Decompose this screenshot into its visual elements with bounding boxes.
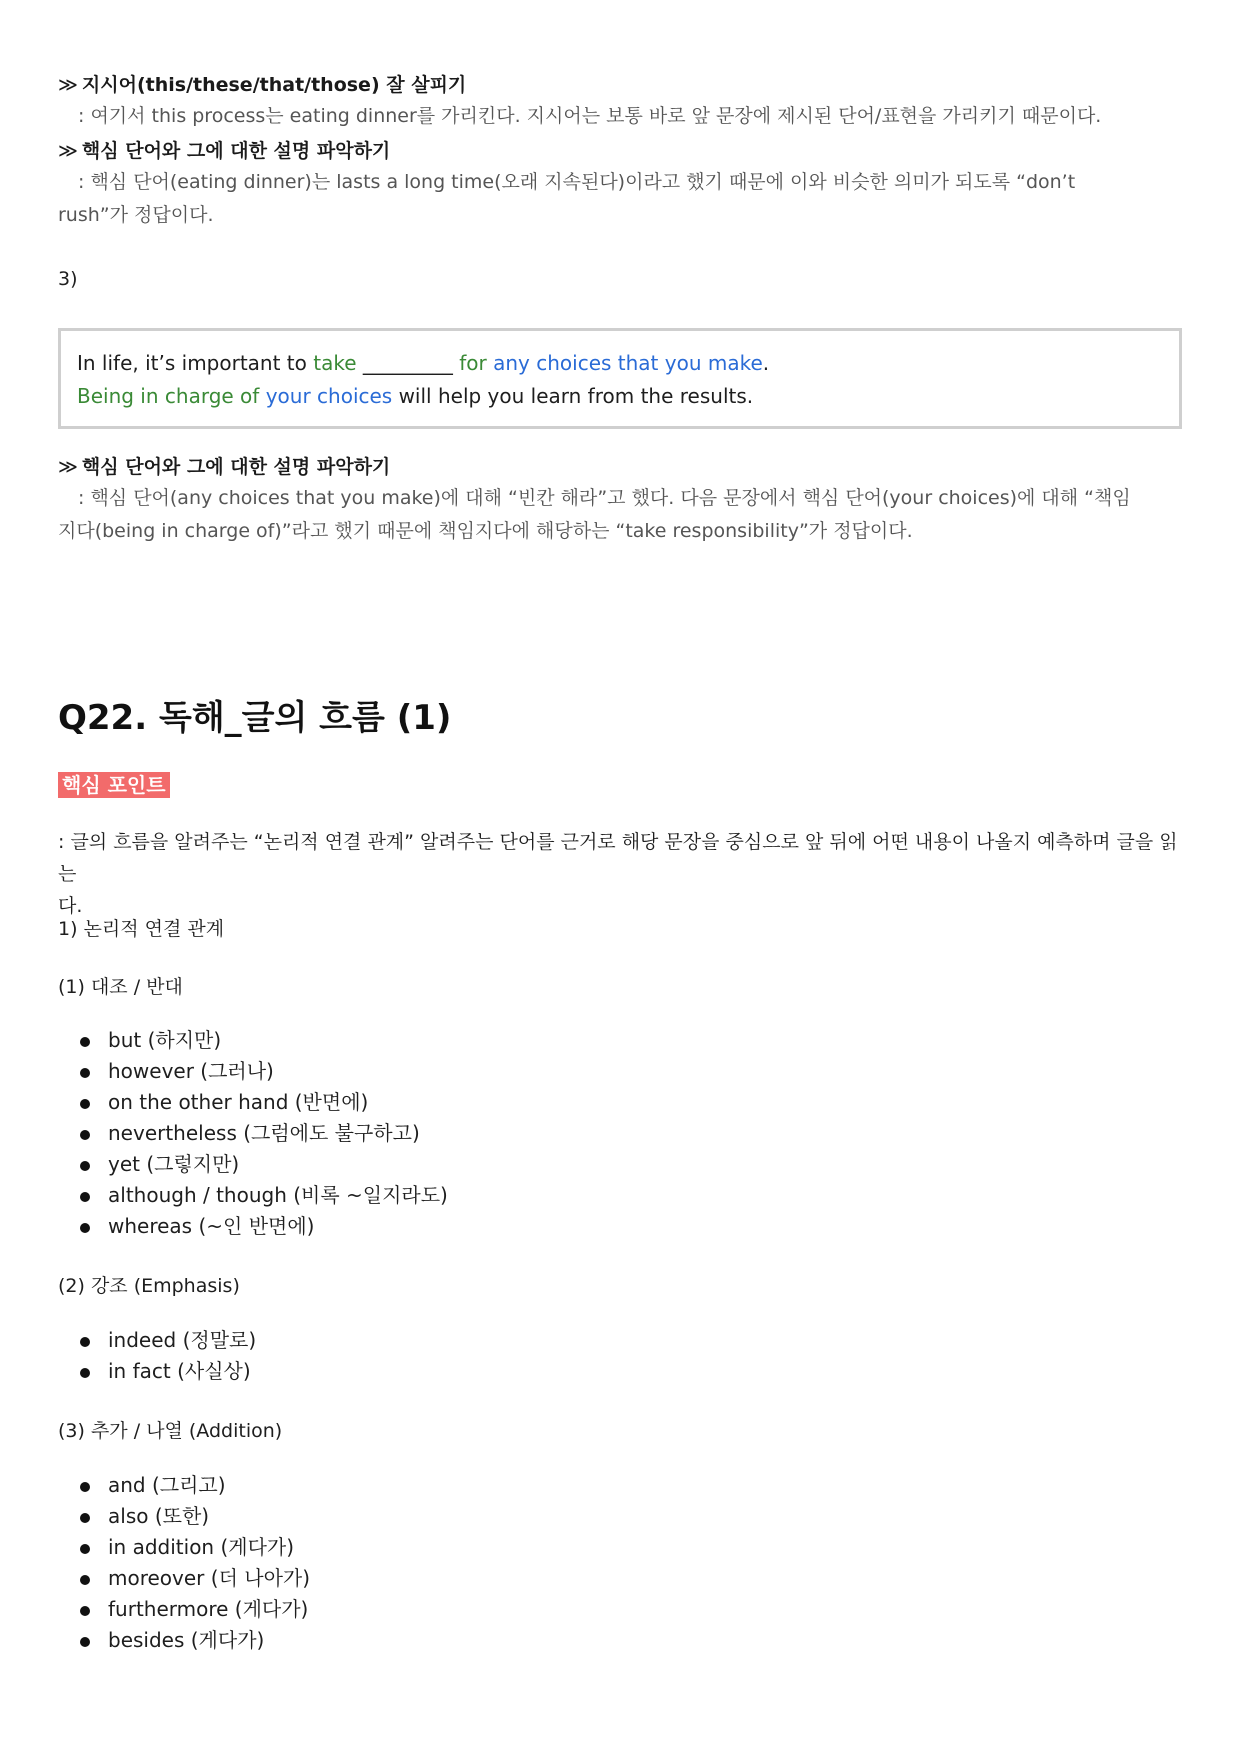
tip-heading-key-words-2: ≫ 핵심 단어와 그에 대한 설명 파악하기: [58, 456, 391, 478]
list-item: besides (게다가): [58, 1625, 310, 1656]
list-item: furthermore (게다가): [58, 1594, 310, 1625]
bullet-icon: [80, 1192, 90, 1202]
bullet-icon: [80, 1368, 90, 1378]
list-item: indeed (정말로): [58, 1325, 256, 1356]
bullet-icon: [80, 1337, 90, 1347]
tip-heading-key-words: ≫ 핵심 단어와 그에 대한 설명 파악하기: [58, 140, 391, 162]
list-item: whereas (~인 반면에): [58, 1211, 448, 1242]
blank: _________: [356, 351, 460, 375]
list-item: and (그리고): [58, 1470, 310, 1501]
tip-explanation-demonstratives: : 여기서 this process는 eating dinner를 가리킨다. 지시어는 보통 바로 앞 문장에 제시된 단어/표현을 가리키기 때문이다.: [78, 105, 1102, 127]
section-heading: 1) 논리적 연결 관계: [58, 918, 225, 940]
question-title: Q22. 독해_글의 흐름 (1): [58, 698, 452, 738]
subsection-contrast: (1) 대조 / 반대: [58, 976, 183, 998]
list-item: yet (그렇지만): [58, 1149, 448, 1180]
item-number: 3): [58, 268, 78, 290]
bullet-icon: [80, 1099, 90, 1109]
list-item: moreover (더 나아가): [58, 1563, 310, 1594]
tip-heading-demonstratives: ≫ 지시어(this/these/that/those) 잘 살피기: [58, 74, 467, 96]
double-chevron-icon: ≫: [58, 456, 78, 478]
key-point-badge: 핵심 포인트: [58, 772, 170, 798]
list-item: in fact (사실상): [58, 1356, 256, 1387]
bullet-icon: [80, 1482, 90, 1492]
double-chevron-icon: ≫: [58, 140, 78, 162]
example-sentence-box: [58, 328, 1182, 429]
bullet-icon: [80, 1513, 90, 1523]
example-line-1: In life, it’s important to take _________ for any choices that you make.: [77, 351, 770, 375]
bullet-icon: [80, 1223, 90, 1233]
list-item: also (또한): [58, 1501, 310, 1532]
bullet-icon: [80, 1575, 90, 1585]
tip-explanation-key-words: : 핵심 단어(eating dinner)는 lasts a long time(오래 지속된다)이라고 했기 때문에 이와 비슷한 의미가 되도록 “don’t rush”가 정답이다.: [58, 171, 1076, 226]
list-item: however (그러나): [58, 1056, 448, 1087]
tip-explanation-key-words-2: : 핵심 단어(any choices that you make)에 대해 “빈칸 해라”고 했다. 다음 문장에서 핵심 단어(your choices)에 대해 “책임 지다(being in charge of)”라고 했기 때문에 책임지다에 해당하는 “take responsibility”가 정답이다.: [58, 487, 1131, 542]
subsection-addition: (3) 추가 / 나열 (Addition): [58, 1420, 283, 1442]
list-item: nevertheless (그럼에도 불구하고): [58, 1118, 448, 1149]
bullet-icon: [80, 1637, 90, 1647]
list-item: on the other hand (반면에): [58, 1087, 448, 1118]
bullet-icon: [80, 1606, 90, 1616]
bullet-icon: [80, 1037, 90, 1047]
contrast-list: [58, 1025, 448, 1242]
emphasis-list: [58, 1325, 256, 1387]
bullet-icon: [80, 1161, 90, 1171]
bullet-icon: [80, 1068, 90, 1078]
bullet-icon: [80, 1544, 90, 1554]
addition-list: [58, 1470, 310, 1656]
double-chevron-icon: ≫: [58, 74, 78, 96]
intro-text: : 글의 흐름을 알려주는 “논리적 연결 관계” 알려주는 단어를 근거로 해당 문장을 중심으로 앞 뒤에 어떤 내용이 나올지 예측하며 글을 읽는 다.: [58, 831, 1178, 917]
example-line-2: Being in charge of your choices will help you learn from the results.: [77, 384, 754, 408]
list-item: although / though (비록 ~일지라도): [58, 1180, 448, 1211]
bullet-icon: [80, 1130, 90, 1140]
list-item: but (하지만): [58, 1025, 448, 1056]
list-item: in addition (게다가): [58, 1532, 310, 1563]
subsection-emphasis: (2) 강조 (Emphasis): [58, 1275, 240, 1297]
